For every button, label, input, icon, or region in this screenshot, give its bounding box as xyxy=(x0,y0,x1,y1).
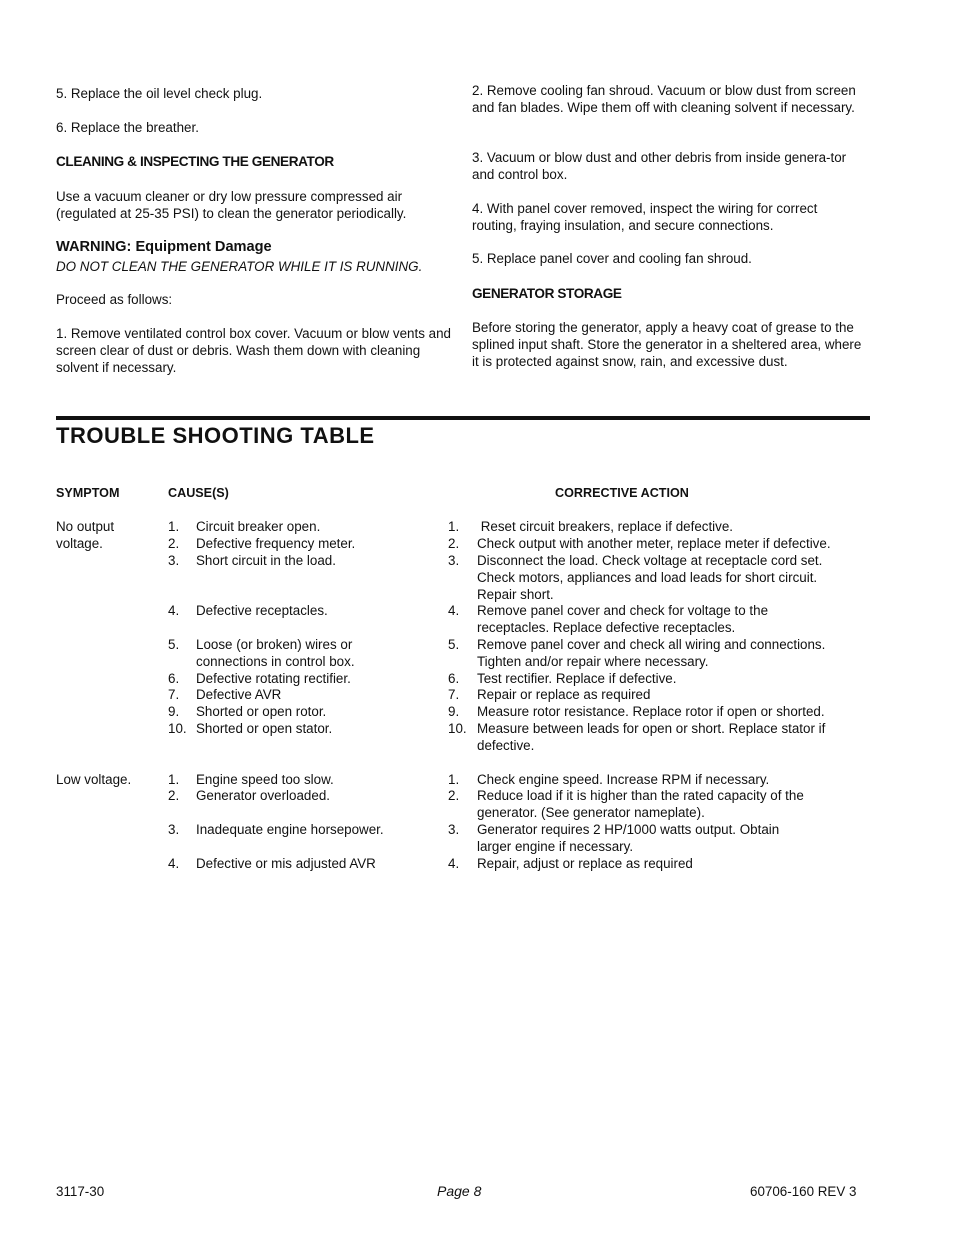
symptom-line: Low voltage. xyxy=(56,772,132,787)
right-step-2: 2. Remove cooling fan shroud. Vacuum or blow dust from screen and fan blades. Wipe them off with cleaning solvent if necessary. xyxy=(472,83,856,115)
cause-number: 1. xyxy=(168,772,180,787)
right-step-3: 3. Vacuum or blow dust and other debris from inside genera-tor and control box. xyxy=(472,150,847,182)
cause-number: 9. xyxy=(168,704,180,719)
action-text: Check output with another meter, replace meter if defective. xyxy=(477,536,831,551)
action-number: 1. xyxy=(448,519,460,534)
cause-text: Circuit breaker open. xyxy=(196,519,321,534)
footer-page-number: Page 8 xyxy=(437,1183,482,1199)
action-number: 2. xyxy=(448,536,460,551)
left-step-1: 1. Remove ventilated control box cover. Vacuum or blow vents and screen clear of dust or debris. Wash them down with cleaning solvent if necessary. xyxy=(56,326,451,375)
action-text: Remove panel cover and check all wiring and connections. Tighten and/or repair where necessary. xyxy=(477,637,826,669)
action-text: Measure rotor resistance. Replace rotor if open or shorted. xyxy=(477,704,825,719)
symptom-line: voltage. xyxy=(56,536,103,551)
troubleshooting-title: TROUBLE SHOOTING TABLE xyxy=(56,423,375,448)
left-step-6: 6. Replace the breather. xyxy=(56,120,199,135)
action-text: Repair, adjust or replace as required xyxy=(477,856,693,871)
action-number: 4. xyxy=(448,856,460,871)
cause-number: 2. xyxy=(168,788,180,803)
action-text: Check engine speed. Increase RPM if necessary. xyxy=(477,772,770,787)
cause-text: Defective frequency meter. xyxy=(196,536,356,551)
storage-text: Before storing the generator, apply a heavy coat of grease to the splined input shaft. Store the generator in a sheltered area, where it is protected against snow, rain, and excessive dust. xyxy=(472,320,862,369)
cause-number: 4. xyxy=(168,856,180,871)
action-number: 2. xyxy=(448,788,460,803)
cleaning-heading: CLEANING & INSPECTING THE GENERATOR xyxy=(56,154,334,169)
section-divider xyxy=(56,416,870,420)
header-symptom: SYMPTOM xyxy=(56,486,120,500)
symptom-low-voltage xyxy=(56,771,131,788)
action-number: 3. xyxy=(448,553,460,568)
cause-text: Defective receptacles. xyxy=(196,603,328,618)
action-text: Repair or replace as required xyxy=(477,687,651,702)
right-step-4: 4. With panel cover removed, inspect the wiring for correct routing, fraying insulation, and secure connections. xyxy=(472,201,818,233)
proceed-text: Proceed as follows: xyxy=(56,292,173,307)
action-number: 7. xyxy=(448,687,460,702)
cause-text: Generator overloaded. xyxy=(196,788,330,803)
footer-part-number: 60706-160 REV 3 xyxy=(750,1184,857,1199)
cause-text: Loose (or broken) wires or connections in control box. xyxy=(196,637,355,669)
warning-text: DO NOT CLEAN THE GENERATOR WHILE IT IS RUNNING. xyxy=(56,259,423,274)
cleaning-text: Use a vacuum cleaner or dry low pressure compressed air (regulated at 25-35 PSI) to clean the generator periodically. xyxy=(56,189,407,221)
action-number: 4. xyxy=(448,603,460,618)
cause-text: Inadequate engine horsepower. xyxy=(196,822,384,837)
action-text: Generator requires 2 HP/1000 watts output. Obtain larger engine if necessary. xyxy=(477,822,780,854)
action-text: Remove panel cover and check for voltage to the receptacles. Replace defective receptacles. xyxy=(477,603,769,635)
cause-number: 4. xyxy=(168,603,180,618)
symptom-no-output xyxy=(56,518,114,552)
action-text: Measure between leads for open or short. Replace stator if defective. xyxy=(477,721,826,753)
cause-text: Shorted or open stator. xyxy=(196,721,333,736)
action-text: Test rectifier. Replace if defective. xyxy=(477,671,677,686)
header-causes: CAUSE(S) xyxy=(168,486,229,500)
left-step-5: 5. Replace the oil level check plug. xyxy=(56,86,263,101)
action-number: 6. xyxy=(448,671,460,686)
action-text: Reduce load if it is higher than the rated capacity of the generator. (See generator nameplate). xyxy=(477,788,804,820)
cause-number: 5. xyxy=(168,637,180,652)
action-number: 1. xyxy=(448,772,460,787)
symptom-line: No output xyxy=(56,519,115,534)
action-number: 3. xyxy=(448,822,460,837)
action-text: Reset circuit breakers, replace if defective. xyxy=(477,519,734,534)
cause-text: Defective AVR xyxy=(196,687,282,702)
storage-heading: GENERATOR STORAGE xyxy=(472,286,622,301)
action-number: 5. xyxy=(448,637,460,652)
action-number: 9. xyxy=(448,704,460,719)
cause-number: 6. xyxy=(168,671,180,686)
cause-text: Engine speed too slow. xyxy=(196,772,334,787)
cause-number: 7. xyxy=(168,687,180,702)
cause-number: 3. xyxy=(168,553,180,568)
cause-text: Short circuit in the load. xyxy=(196,553,336,568)
footer-doc-code: 3117-30 xyxy=(56,1184,105,1199)
cause-number: 3. xyxy=(168,822,180,837)
warning-title: WARNING: Equipment Damage xyxy=(56,239,272,255)
cause-text: Defective rotating rectifier. xyxy=(196,671,351,686)
cause-number: 2. xyxy=(168,536,180,551)
cause-number: 1. xyxy=(168,519,180,534)
header-corrective-action: CORRECTIVE ACTION xyxy=(555,486,689,500)
cause-number: 10. xyxy=(168,721,187,736)
action-text: Disconnect the load. Check voltage at receptacle cord set. Check motors, appliances and load leads for short circuit. Repair short. xyxy=(477,553,823,602)
cause-text: Defective or mis adjusted AVR xyxy=(196,856,376,871)
action-number: 10. xyxy=(448,721,467,736)
cause-text: Shorted or open rotor. xyxy=(196,704,327,719)
right-step-5: 5. Replace panel cover and cooling fan shroud. xyxy=(472,251,752,266)
